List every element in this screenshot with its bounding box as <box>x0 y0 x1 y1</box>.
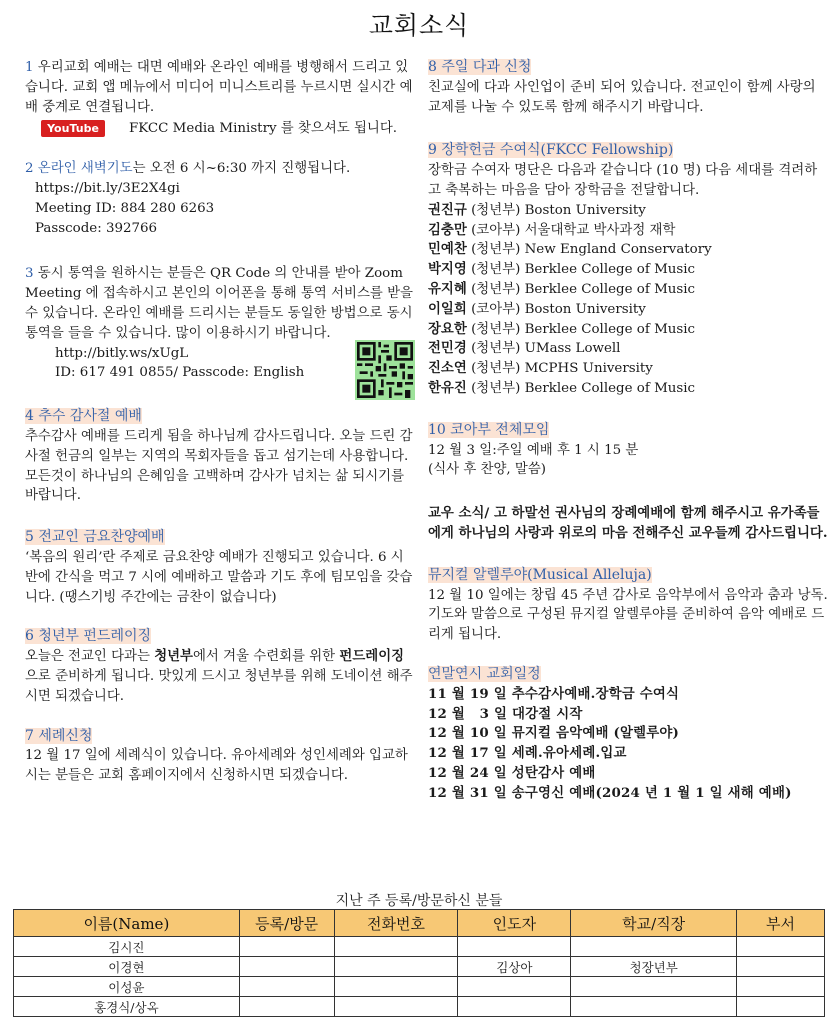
text-part: 으로 준비하게 됩니다. 맛있게 드시고 청년부를 위해 도네이션 해주시면 되겠습니다. <box>25 668 413 704</box>
notice-number: 8 <box>428 59 437 75</box>
youtube-text: FKCC Media Ministry 를 찾으셔도 됩니다. <box>129 121 398 137</box>
recipient-name: 유지혜 <box>428 280 467 297</box>
recipient-name: 박지영 <box>428 261 467 278</box>
notice-text: 12 월 10 일에는 창립 45 주년 감사로 음악부에서 음악과 춤과 낭독. 기도와 말씀으로 구성된 뮤지컬 알렐루야를 준비하여 음악 예배로 드리게 됩니다. <box>428 587 828 643</box>
recipient-info: (청년부) Berklee College of Music <box>466 380 696 396</box>
schedule-item: 12 월 10 일 뮤지컬 음악예배 (알렐루야) <box>428 725 680 742</box>
notice-8 <box>428 58 828 117</box>
schedule-item: 12 월 3 일 대강절 시작 <box>428 705 583 722</box>
recipient-name: 장요한 <box>428 320 467 337</box>
table-cell <box>239 997 334 1017</box>
notice-heading: 코아부 전체모임 <box>450 421 550 438</box>
table-cell <box>458 977 571 997</box>
notice-10 <box>428 421 828 480</box>
notice-heading: 연말연시 교회일정 <box>428 665 541 682</box>
table-cell <box>334 997 458 1017</box>
table-row <box>14 977 825 997</box>
schedule-item: 12 월 24 일 성탄감사 예배 <box>428 764 596 781</box>
table-cell <box>737 937 825 957</box>
column-header: 학교/직장 <box>571 910 737 937</box>
left-column <box>25 58 415 804</box>
table-cell <box>458 937 571 957</box>
notice-number: 1 <box>25 60 34 75</box>
notice-number: 3 <box>25 266 34 282</box>
recipient-item <box>428 359 828 379</box>
notice-number: 10 <box>428 421 446 438</box>
notice-text: 동시 통역을 원하시는 분들은 QR Code 의 안내를 받아 Zoom Meeting 에 접속하시고 본인의 이어폰을 통해 통역 서비스를 받을 수 있습니다. 온라인 예배를 드리시는 분들도 동일한 방법으로 동시 통역을 들을 수 있습니다. 많이 이용하시기 바랍니다. <box>25 266 413 341</box>
table-cell <box>458 997 571 1017</box>
recipient-info: (청년부) Berklee College of Music <box>466 321 696 337</box>
table-cell <box>571 937 737 957</box>
notice-3 <box>25 264 415 383</box>
youtube-icon[interactable]: YouTube <box>41 120 105 137</box>
notice-number: 6 <box>25 628 34 645</box>
table-cell: 이성윤 <box>14 977 240 997</box>
notice-text: 12 월 17 일에 세례식이 있습니다. 유아세례와 성인세례와 입교하시는 분들은 교회 홈페이지에서 신청하시면 되겠습니다. <box>25 748 408 784</box>
interpretation-info <box>25 344 415 384</box>
recipient-item <box>428 379 828 399</box>
recipient-name: 진소연 <box>428 360 467 377</box>
text-part: 에서 겨울 수련회를 위한 <box>193 649 340 665</box>
column-header: 전화번호 <box>334 910 458 937</box>
notice-7 <box>25 727 415 786</box>
recipient-item <box>428 240 828 260</box>
qr-code-icon[interactable] <box>355 340 415 400</box>
recipient-name: 민예찬 <box>428 241 467 258</box>
notice-text: 친교실에 다과 사인업이 준비 되어 있습니다. 전교인이 함께 사랑의 교제를 나눌 수 있도록 함께 해주시기 바랍니다. <box>428 79 816 115</box>
schedule-item: 12 월 17 일 세례.유아세례.입교 <box>428 745 627 762</box>
meeting-detail: (식사 후 찬양, 말씀) <box>428 462 547 478</box>
recipient-name: 이일희 <box>428 300 467 317</box>
table-cell <box>239 937 334 957</box>
recipient-info: (청년부) Berklee College of Music <box>466 281 696 297</box>
recipient-info: (청년부) UMass Lowell <box>466 341 621 357</box>
table-cell: 청장년부 <box>571 957 737 977</box>
notice-heading: 세례신청 <box>38 727 93 744</box>
scholarship-recipient-list <box>428 201 828 399</box>
right-column <box>428 58 828 822</box>
text-bold: 펀드레이징 <box>339 648 405 665</box>
visitors-table <box>13 909 825 1017</box>
recipient-info: (청년부) Boston University <box>466 202 646 218</box>
notice-4 <box>25 407 415 506</box>
table-body <box>14 937 825 1017</box>
schedule-item: 12 월 31 일 송구영신 예배(2024 년 1 월 1 일 새해 예배) <box>428 784 792 801</box>
recipient-info: (청년부) MCPHS University <box>466 361 653 377</box>
notice-heading: 온라인 새벽기도 <box>37 161 133 177</box>
notice-1 <box>25 58 415 139</box>
table-cell <box>737 977 825 997</box>
table-cell <box>334 957 458 977</box>
table-cell: 홍경식/상옥 <box>14 997 240 1017</box>
recipient-item <box>428 280 828 300</box>
schedule-list <box>428 685 828 804</box>
notice-heading: 장학헌금 수여식(FKCC Fellowship) <box>441 142 674 159</box>
notice-heading: 청년부 펀드레이징 <box>38 628 152 645</box>
recipient-name: 김충만 <box>428 221 467 238</box>
notice-text: 추수감사 예배를 드리게 됨을 하나님께 감사드립니다. 오늘 드린 감사절 헌금의 일부는 지역의 목회자들을 돕고 섬기는데 사용합니다. 모든것이 하나님의 은혜임을 고백하며 감사가 넘치는 삶 되시기를 바랍니다. <box>25 428 413 504</box>
notice-text <box>25 647 415 706</box>
interpretation-id: ID: 617 491 0855/ Passcode: English <box>55 365 305 381</box>
notice-text: 장학금 수여자 명단은 다음과 같습니다 (10 명) 다음 세대를 격려하고 축복하는 마음을 담아 장학금을 전달합니다. <box>428 163 818 198</box>
table-cell <box>239 957 334 977</box>
table-cell <box>334 977 458 997</box>
recipient-name: 권진규 <box>428 201 467 218</box>
interpretation-link[interactable]: http://bitly.ws/xUgL <box>55 345 189 361</box>
condolence-notice: 교우 소식/ 고 하말선 권사님의 장례예배에 함께 해주시고 유가족들에게 하나님의 사랑과 위로의 마음 전해주신 교우들께 감사드립니다. <box>428 505 828 541</box>
recipient-item <box>428 201 828 221</box>
table-cell <box>334 937 458 957</box>
year-end-schedule <box>428 665 828 804</box>
recipient-info: (코아부) 서울대학교 박사과정 재학 <box>466 222 676 238</box>
recipient-item <box>428 300 828 320</box>
meeting-time: 12 월 3 일:주일 예배 후 1 시 15 분 <box>428 442 639 458</box>
column-header: 이름(Name) <box>14 910 240 937</box>
notice-text: 는 오전 6 시~6:30 까지 진행됩니다. <box>132 161 351 177</box>
notice-text: ‘복음의 원리’란 주제로 금요찬양 예배가 진행되고 있습니다. 6 시반에 간식을 먹고 7 시에 예배하고 말씀과 기도 후에 팀모임을 갖습니다. (땡스기빙 주간에는 금찬이 없습니다) <box>25 549 413 605</box>
table-cell <box>239 977 334 997</box>
table-cell <box>571 997 737 1017</box>
notice-number: 5 <box>25 529 34 546</box>
notice-heading: 전교인 금요찬양예배 <box>38 529 165 546</box>
notice-6 <box>25 627 415 706</box>
schedule-item: 11 월 19 일 추수감사예배.장학금 수여식 <box>428 685 680 702</box>
recipient-item <box>428 320 828 340</box>
notice-number: 9 <box>428 142 437 159</box>
table-header-row <box>14 910 825 937</box>
table-row <box>14 997 825 1017</box>
meeting-id: Meeting ID: 884 280 6263 <box>35 200 215 216</box>
notice-heading: 추수 감사절 예배 <box>38 408 142 425</box>
recipient-name: 전민경 <box>428 340 467 357</box>
table-cell: 김시진 <box>14 937 240 957</box>
column-header: 인도자 <box>458 910 571 937</box>
zoom-link[interactable]: https://bit.ly/3E2X4gi <box>35 180 180 196</box>
recipient-info: (코아부) Boston University <box>466 301 646 317</box>
musical-notice <box>428 566 828 645</box>
notice-5 <box>25 528 415 607</box>
column-header: 부서 <box>737 910 825 937</box>
notice-number: 7 <box>25 727 34 744</box>
page-title: 교회소식 <box>368 11 470 40</box>
notice-9 <box>428 141 828 398</box>
table-cell: 김상아 <box>458 957 571 977</box>
notice-number: 2 <box>25 161 34 177</box>
table-cell <box>571 977 737 997</box>
table-cell: 이경현 <box>14 957 240 977</box>
passcode: Passcode: 392766 <box>35 220 158 236</box>
recipient-info: (청년부) New England Conservatory <box>466 242 712 258</box>
notice-number: 4 <box>25 408 34 425</box>
notice-2 <box>25 159 415 238</box>
recipient-item <box>428 221 828 241</box>
visitors-title: 지난 주 등록/방문하신 분들 <box>335 893 503 909</box>
table-cell <box>737 997 825 1017</box>
table-row <box>14 937 825 957</box>
table-cell <box>737 957 825 977</box>
text-bold: 청년부 <box>154 648 193 665</box>
qr-code-graphic <box>357 342 413 398</box>
notice-text: 우리교회 예배는 대면 예배와 온라인 예배를 병행해서 드리고 있습니다. 교회 앱 메뉴에서 미디어 미니스트리를 누르시면 실시간 예배 중계로 연결됩니다. <box>25 60 413 115</box>
notice-heading: 뮤지컬 알렐루야(Musical Alleluja) <box>428 566 652 583</box>
recipient-item <box>428 260 828 280</box>
recipient-name: 한유진 <box>428 379 467 396</box>
table-row <box>14 957 825 977</box>
column-header: 등록/방문 <box>239 910 334 937</box>
recipient-item <box>428 339 828 359</box>
notice-heading: 주일 다과 신청 <box>441 59 532 75</box>
recipient-info: (청년부) Berklee College of Music <box>466 262 696 278</box>
text-part: 오늘은 전교인 다과는 <box>25 649 155 665</box>
